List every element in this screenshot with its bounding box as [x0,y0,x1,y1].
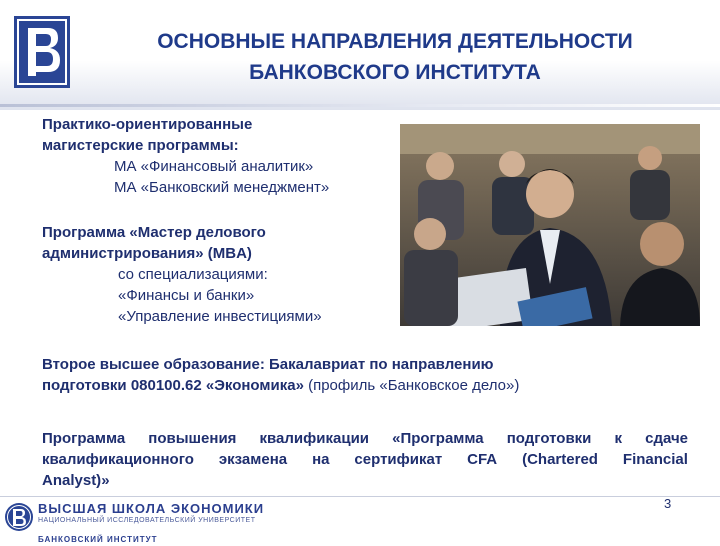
masters-heading-line-2: магистерские программы: [42,137,239,154]
word: сдаче [645,430,688,447]
title-line-1: ОСНОВНЫЕ НАПРАВЛЕНИЯ ДЕЯТЕЛЬНОСТИ [157,30,633,53]
footer-institute: БАНКОВСКИЙ ИНСТИТУТ [38,535,158,544]
word: Analyst) [42,472,102,489]
qualification-line-3 [42,470,688,491]
word: CFA [467,451,498,468]
masters-section [42,114,329,198]
masters-item: МА «Финансовый аналитик» [114,158,314,175]
masters-item: МА «Банковский менеджмент» [114,179,330,196]
footer-divider [0,496,720,497]
qualification-line-2 [42,449,688,470]
qualification-line-1 [42,428,688,449]
hse-emblem-icon [14,16,70,88]
word: » [101,472,110,489]
word: повышения [148,430,237,447]
footer-branding [38,502,264,546]
footer-org-name: ВЫСШАЯ ШКОЛА ЭКОНОМИКИ [38,501,265,516]
second-degree-line-2-bold: подготовки 080100.62 «Экономика» [42,377,304,394]
second-degree-section [42,354,519,396]
second-degree-line-2-normal: (профиль «Банковское дело») [303,377,520,394]
word: экзамена [218,451,288,468]
qualification-section [42,428,688,491]
page-number: 3 [664,496,672,511]
mba-section [42,222,322,327]
word: к [614,430,623,447]
hse-emblem-icon [4,500,34,534]
word: «Программа [392,430,484,447]
footer-org-sub: НАЦИОНАЛЬНЫЙ ИССЛЕДОВАТЕЛЬСКИЙ УНИВЕРСИТЕТ [38,517,256,524]
second-degree-line-1: Второе высшее образование: Бакалавриат по направлению [42,356,494,373]
word: сертификат [354,451,443,468]
classroom-photo [400,124,700,326]
title-line-2: БАНКОВСКОГО ИНСТИТУТА [249,61,541,84]
mba-heading-line-2: администрирования» (MBA) [42,245,252,262]
word: подготовки [506,430,592,447]
word: на [312,451,330,468]
mba-sub: со специализациями: [118,266,268,283]
word: (Chartered [522,451,598,468]
word: Financial [622,451,688,468]
mba-item: «Управление инвестициями» [118,308,322,325]
mba-item: «Финансы и банки» [118,287,255,304]
word: квалификационного [42,451,194,468]
header-divider [0,104,720,107]
mba-heading-line-1: Программа «Мастер делового [42,224,266,241]
word: квалификации [259,430,370,447]
word: Программа [42,430,126,447]
page-title [90,26,700,88]
masters-heading-line-1: Практико-ориентированные [42,116,253,133]
